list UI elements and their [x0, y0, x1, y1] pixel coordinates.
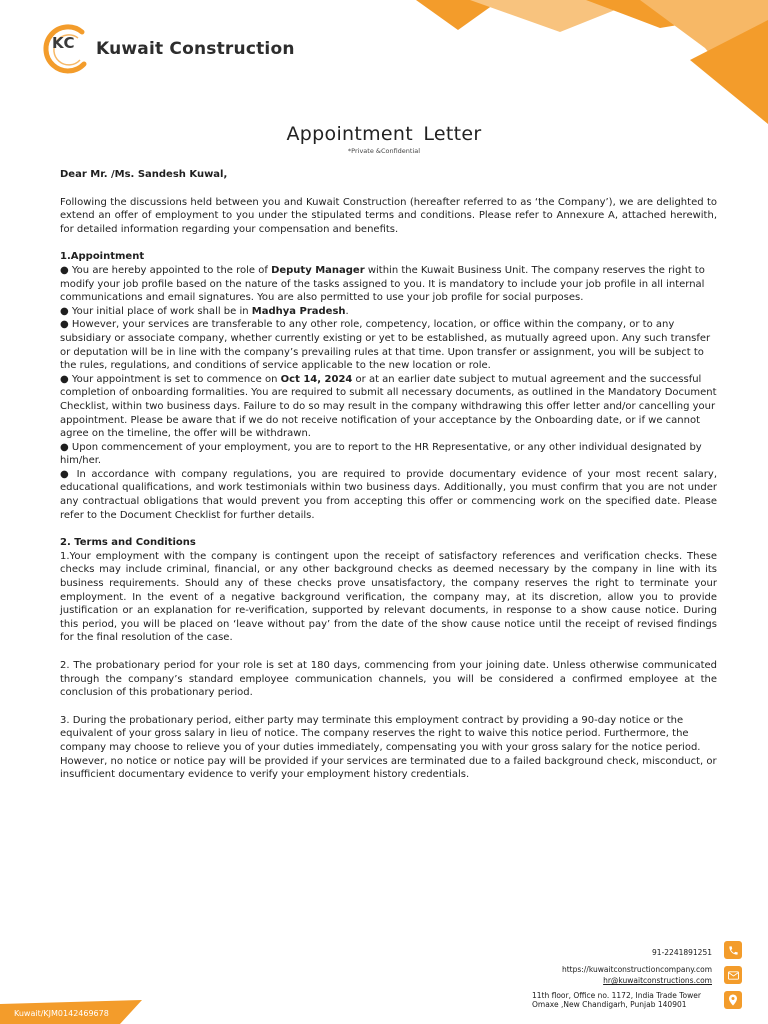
- appointment-bullet-role: ● You are hereby appointed to the role of Deputy Manager within the Kuwait Business Unit. The company reserves the right to modify your job profile based on the nature of the tasks assigned to you. It is mandatory to include your job profile in all internal communications and email signatures. You are also permitted to use your job profile for social purposes.: [60, 264, 705, 304]
- mail-icon: [724, 966, 742, 984]
- work-location: Madhya Pradesh: [251, 305, 346, 317]
- appointment-bullet-start-date: ● Your appointment is set to commence on Oct 14, 2024 or at an earlier date subject to mutual agreement and the successful completion of onboarding formalities. You are required to submit all necessary documents, as outlined in the Mandatory Document Checklist, within two business days. Failure to do so may result in the company withdrawing this offer letter and/or cancelling your appointment. Please be aware that if we do not receive notification of your acceptance by the Onboarding date, or if we cannot agree on the timeline, the offer will be withdrawn.: [60, 373, 717, 440]
- appointment-bullet-location: ● Your initial place of work shall be in Madhya Pradesh.: [60, 305, 349, 317]
- company-logo: [38, 20, 295, 78]
- contact-address: 11th floor, Office no. 1172, India Trade Tower Omaxe ,New Chandigarh, Punjab 140901: [532, 991, 701, 1009]
- logo-initials: KC: [52, 34, 75, 52]
- terms-paragraph-3: 3. During the probationary period, either party may terminate this employment contract by providing a 90-day notice or the equivalent of your gross salary in lieu of notice. The company reserves the right to waive this notice period. Furthermore, the company may choose to relieve you of your duties immediately, compensating you with your gross salary for the notice period. However, no notice or notice pay will be provided if your services are terminated due to a failed background check, misconduct, or insufficient documentary evidence to verify your employment history credentials.: [60, 714, 717, 781]
- section-appointment-heading: 1.Appointment: [60, 251, 145, 263]
- start-date: Oct 14, 2024: [280, 373, 353, 385]
- contact-phone: 91-2241891251: [652, 948, 712, 957]
- letter-body: [60, 168, 717, 782]
- intro-paragraph: Following the discussions held between you and Kuwait Construction (hereafter referred to as ‘the Company’), we are delighted to extend an offer of employment to you under the stipulated terms and conditions. Please refer to Annexure A, attached herewith, for detailed information regarding your compensation and benefits.: [60, 196, 717, 235]
- appointment-bullet-documents: ● In accordance with company regulations, you are required to provide documentary evidence of your most recent salary, educational qualifications, and work testimonials within two business days. Additionally, you must confirm that you are not under any contractual obligations that would prevent you from accepting this offer or commencing work on the specified date. Please refer to the Document Checklist for further details.: [60, 468, 717, 521]
- appointment-bullet-transfer: ● However, your services are transferable to any other role, competency, location, or office within the company, or to any subsidiary or associate company, whether currently existing or yet to be established, as mutually agreed upon. Any such transfer or deputation will be in line with the company’s prevailing rules at that time. Upon transfer or assignment, you will be subject to the rules, regulations, and conditions of service applicable to the new location or role.: [60, 319, 711, 372]
- salutation: Dear Mr. /Ms. Sandesh Kuwal,: [60, 169, 228, 180]
- email-link[interactable]: hr@kuwaitconstructions.com: [603, 976, 712, 985]
- logo-mark: [38, 20, 96, 78]
- role-name: Deputy Manager: [271, 264, 365, 276]
- reference-number: Kuwait/KJM0142469678: [14, 1009, 109, 1018]
- terms-paragraph-2: 2. The probationary period for your role is set at 180 days, commencing from your joining date. Unless otherwise communicated through the company’s standard employee communication channels, you will be considered a confirmed employee at the conclusion of this probationary period.: [60, 660, 717, 699]
- location-pin-icon: [724, 991, 742, 1009]
- section-terms-heading: 2. Terms and Conditions: [60, 537, 196, 549]
- phone-icon: [724, 941, 742, 959]
- terms-paragraph-1: 1.Your employment with the company is contingent upon the receipt of satisfactory references and verification checks. These checks may include criminal, financial, or any other background checks as deemed necessary by the company in line with its business requirements. Should any of these checks prove unsatisfactory, the company reserves the right to terminate your employment. In the event of a negative background verification, the company may, at its discretion, allow you to provide justification or an explanation for re-verification, supported by relevant documents, in response to a show cause notice. During this period, you will be placed on ‘leave without pay’ from the date of the show cause notice until the receipt of revised findings for the final resolution of the case.: [60, 550, 717, 644]
- website-link[interactable]: https://kuwaitconstructioncompany.com: [561, 965, 712, 974]
- company-name: Kuwait Construction: [96, 39, 295, 59]
- page-title: Appointment Letter: [286, 123, 482, 145]
- confidential-note: *Private &Confidential: [347, 147, 421, 155]
- appointment-bullet-reporting: ● Upon commencement of your employment, you are to report to the HR Representative, or any other individual designated by him/her.: [60, 441, 702, 467]
